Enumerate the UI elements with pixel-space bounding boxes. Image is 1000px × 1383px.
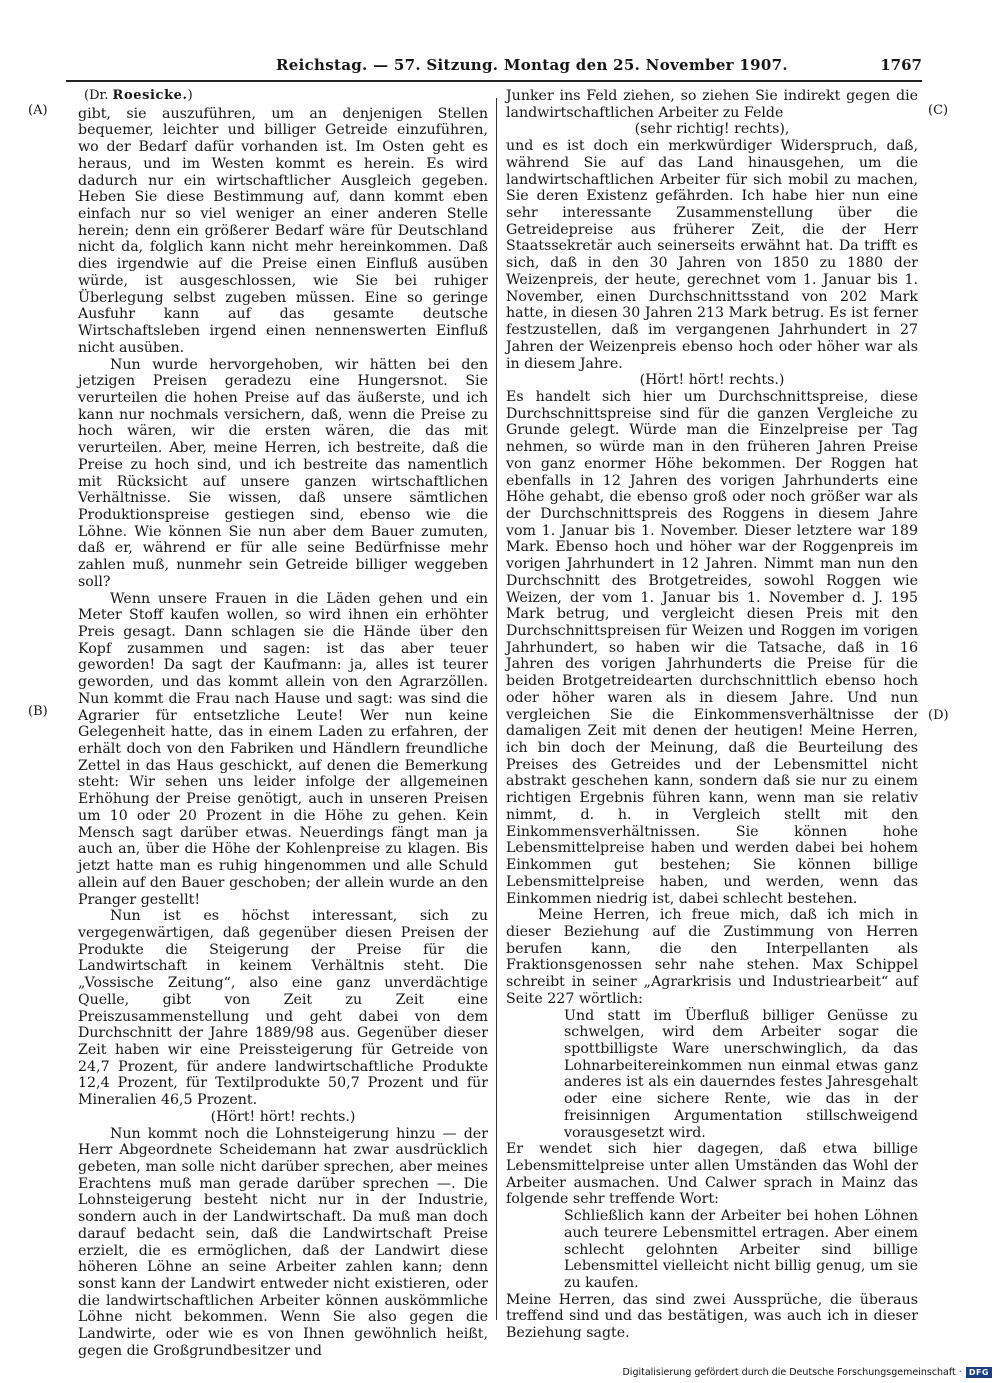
paragraph: gibt, sie auszuführen, um an denjenigen Stellen bequemer, leichter und billiger Getreide einzuführen, wo der Bedarf dafür vorhanden ist. Im Osten geht es heraus, und im Westen kommt es herein. Es wird dadurch nur ein wirtschaftlicher Ausgleich gegeben. Heben Sie diese Bestimmung auf, dann kommt eben einfach nur so viel weniger an einer anderen Stelle herein; denn ein größerer Bedarf wäre für Deutschland nicht da, folglich kann nicht mehr hereinkommen. Daß dies irgendwie auf die Preise einen Einfluß ausüben würde, ist ausgeschlossen, wie Sie bei ruhiger Überlegung selbst zugeben müssen. Eine so geringe Ausfuhr kann auf das gesamte deutsche Wirtschaftsleben irgend einen nennenswerten Einfluß nicht ausüben. [78,105,488,356]
paragraph: Nun kommt noch die Lohnsteigerung hinzu — der Herr Abgeordnete Scheidemann hat zwar ausdrücklich gebeten, man solle nicht darüber sprechen, aber meines Erachtens muß man gerade darüber sprechen —. Die Lohnsteigerung besteht nicht nur in der Industrie, sondern auch in der Landwirtschaft. Da muß man doch darauf bedacht sein, daß die Landwirtschaft Preise erzielt, die es ermöglichen, daß der Landwirt diese höheren Löhne an seine Arbeiter zahlen kann; denn sonst kann der Landwirt entweder nicht existieren, oder die landwirtschaftlichen Arbeiter können auskömmliche Löhne nicht bekommen. Wenn Sie also gegen die Landwirte, oder wie es von Ihnen gewöhnlich heißt, gegen die Großgrundbesitzer und [78,1125,488,1359]
paragraph: Meine Herren, ich freue mich, daß ich mich in dieser Beziehung auf die Zustimmung von Herren berufen kann, die den Interpellanten als Fraktionsgenossen sehr nahe stehen. Max Schippel schreibt in seiner „Agrarkrisis und Industriearbeit“ auf Seite 227 wörtlich: [506,907,918,1007]
margin-marker-b: (B) [28,704,48,719]
paragraph: Meine Herren, das sind zwei Aussprüche, die überaus treffend sind und das bestätigen, was auch ich in dieser Beziehung sagte. [506,1291,918,1342]
left-column-body [78,106,488,1360]
header-title: Reichstag. — 57. Sitzung. Montag den 25. November 1907. [276,56,788,74]
page-number: 1767 [880,56,922,74]
dfg-logo: DFG [966,1367,992,1378]
left-column [78,88,488,1360]
column-divider [496,98,497,1320]
paragraph: Es handelt sich hier um Durchschnittspreise, diese Durchschnittspreise sind für die ganzen Vergleiche zu Grunde gelegt. Würde man die Einzelpreise per Tag nehmen, so würde man in den früheren Jahren Preise von ganz enormer Höhe bekommen. Der Roggen hat ebenfalls in 12 Jahren des vorigen Jahrhunderts eine Höhe gehabt, die ebenso groß oder noch größer war als der Durchschnittspreis des Roggens in diesem Jahre vom 1. Januar bis 1. November. Dieser letztere war 189 Mark. Ebenso hoch und höher war der Roggenpreis im vorigen Jahrhundert in 12 Jahren. Nimmt man nun den Durchschnitt des Brotgetreides, sowohl Roggen wie Weizen, der vom 1. Januar bis 1. November d. J. 195 Mark betrug, und vergleicht diesen Preis mit den Durchschnittspreisen für Weizen und Roggen im vorigen Jahrhundert, so haben wir die Tatsache, daß in 16 Jahren des vorigen Jahrhunderts die Preise für die beiden Brotgetreidearten durchschnittlich ebenso hoch oder höher waren als in diesem Jahre. Und nun vergleichen Sie die Einkommensverhältnisse der damaligen Zeit mit denen der heutigen! Meine Herren, ich bin doch der Meinung, daß die Beurteilung des Preises des Getreides und der Lebensmittel nicht abstrakt geschehen kann, sondern daß sie nur zu einem richtigen Ergebnis führen kann, wenn man sie relativ nimmt, d. h. in Vergleich stellt mit den Einkommensverhältnissen. Sie können hohe Lebensmittelpreise haben und werden dabei bei hohem Einkommen gut bestehen; Sie können billige Lebensmittelpreise haben, und werden, wenn das Einkommen niedrig ist, dabei schlecht bestehen. [506,388,918,907]
speaker-line: (Dr. Roesicke.) [84,88,193,103]
margin-marker-d: (D) [928,708,949,723]
footer-text: Digitalisierung gefördert durch die Deutsche Forschungsgemeinschaft · [622,1367,962,1378]
block-quote: Schließlich kann der Arbeiter bei hohen Löhnen auch teurere Lebensmittel ertragen. Aber einem schlecht gelohnten Arbeiter sind billige Lebensmittel vielleicht nicht billig genug, um sie zu kaufen. [564,1208,918,1292]
paragraph: Junker ins Feld ziehen, so ziehen Sie indirekt gegen die landwirtschaftlichen Arbeiter zu Felde [506,88,918,121]
right-column [506,88,918,1342]
interjection: (sehr richtig! rechts), [634,121,790,138]
margin-marker-c: (C) [928,103,949,118]
footer-credit [622,1367,992,1378]
interjection: (Hört! hört! rechts.) [210,1108,356,1125]
right-column-body [506,88,918,1342]
paragraph: Nun ist es höchst interessant, sich zu vergegenwärtigen, daß gegenüber diesen Preisen der Produkte die Steigerung der Preise für die Landwirtschaft in keinem Verhältnis steht. Die „Vossische Zeitung“, also eine ganz unverdächtige Quelle, gibt von Zeit zu Zeit eine Preiszusammenstellung und geht dabei von dem Durchschnitt der Jahre 1889/98 aus. Gegenüber dieser Zeit haben wir eine Preissteigerung für Getreide von 24,7 Prozent, für andere landwirtschaftliche Produkte 12,4 Prozent, für Textilprodukte 50,7 Prozent und für Mineralien 46,5 Prozent. [78,908,488,1109]
block-quote: Und statt im Überfluß billiger Genüsse zu schwelgen, wird dem Arbeiter sogar die spottbilligste Ware unerschwinglich, da das Lohnarbeitereinkommen nun einmal etwas ganz anderes ist als ein dauerndes festes Jahresgehalt oder eine sichere Rente, wie das in der freisinnigen Argumentation stillschweigend vorausgesetzt wird. [564,1007,918,1141]
paragraph: Wenn unsere Frauen in die Läden gehen und ein Meter Stoff kaufen wollen, so wird ihnen ein erhöhter Preis gesagt. Dann schlagen sie die Hände über den Kopf zusammen und sagen: ist das aber teuer geworden! Da sagt der Kaufmann: ja, alles ist teurer geworden, und das kommt allein von den Agrarzöllen. Nun kommt die Frau nach Hause und sagt: was sind die Agrarier für entsetzliche Leute! Wer nun keine Gelegenheit hatte, das in einem Laden zu erfahren, der erhält doch von den Fabriken und Händlern freundliche Zettel in das Haus geschickt, auf denen die Bemerkung steht: Wir sehen uns leider infolge der allgemeinen Erhöhung der Preise genötigt, auch in unseren Preisen um 10 oder 20 Prozent in die Höhe zu gehen. Kein Mensch sagt darüber etwas. Neuerdings fängt man ja auch an, über die Höhe der Kohlenpreise zu klagen. Bis jetzt hatte man es ruhig hingenommen und alle Schuld allein auf den Bauer geschoben; der allein wurde an den Pranger gestellt! [78,590,488,908]
speaker-name: Roesicke. [112,88,188,103]
paragraph: und es ist doch ein merkwürdiger Widerspruch, daß, während Sie auf das Land hinausgehen, um die landwirtschaftlichen Arbeiter für sich mobil zu machen, Sie deren Existenz gefährden. Ich habe hier nun eine sehr interessante Zusammenstellung über die Getreidepreise aus früherer Zeit, die der Herr Staatssekretär auch seinerseits erwähnt hat. Da trifft es sich, daß in den 30 Jahren von 1850 zu 1880 der Weizenpreis, der heute, gerechnet vom 1. Januar bis 1. November, einen Durchschnittsstand von 202 Mark hatte, in diesen 30 Jahren 213 Mark betrug. Es ist ferner festzustellen, daß im vergangenen Jahrhundert in 27 Jahren der Weizenpreis ebenso hoch oder höher war als in diesem Jahre. [506,138,918,372]
paragraph: Er wendet sich hier dagegen, daß etwa billige Lebensmittelpreise unter allen Umständen das Wohl der Arbeiter ausmachen. Und Calwer sprach in Mainz das folgende sehr treffende Wort: [506,1141,918,1208]
paragraph: Nun wurde hervorgehoben, wir hätten bei den jetzigen Preisen geradezu eine Hungersnot. Sie verurteilen die hohen Preise auf das äußerste, und ich kann nur nochmals versichern, daß, wenn die Preise zu hoch wären, wir die ersten wären, die das mit verurteilen. Aber, meine Herren, ich bestreite, daß die Preise zu hoch sind, und ich bestreite das namentlich mit Rücksicht auf unsere ganzen wirtschaftlichen Verhältnisse. Sie wissen, daß unsere sämtlichen Produktionspreise gestiegen sind, ebenso wie die Löhne. Wie können Sie nun aber dem Bauer zumuten, daß er, während er für alle seine Bedürfnisse mehr zahlen muß, nunmehr sein Getreide billiger weggeben soll? [78,356,488,590]
interjection: (Hört! hört! rechts.) [639,372,785,389]
page-header [66,54,922,82]
margin-marker-a: (A) [28,103,48,118]
